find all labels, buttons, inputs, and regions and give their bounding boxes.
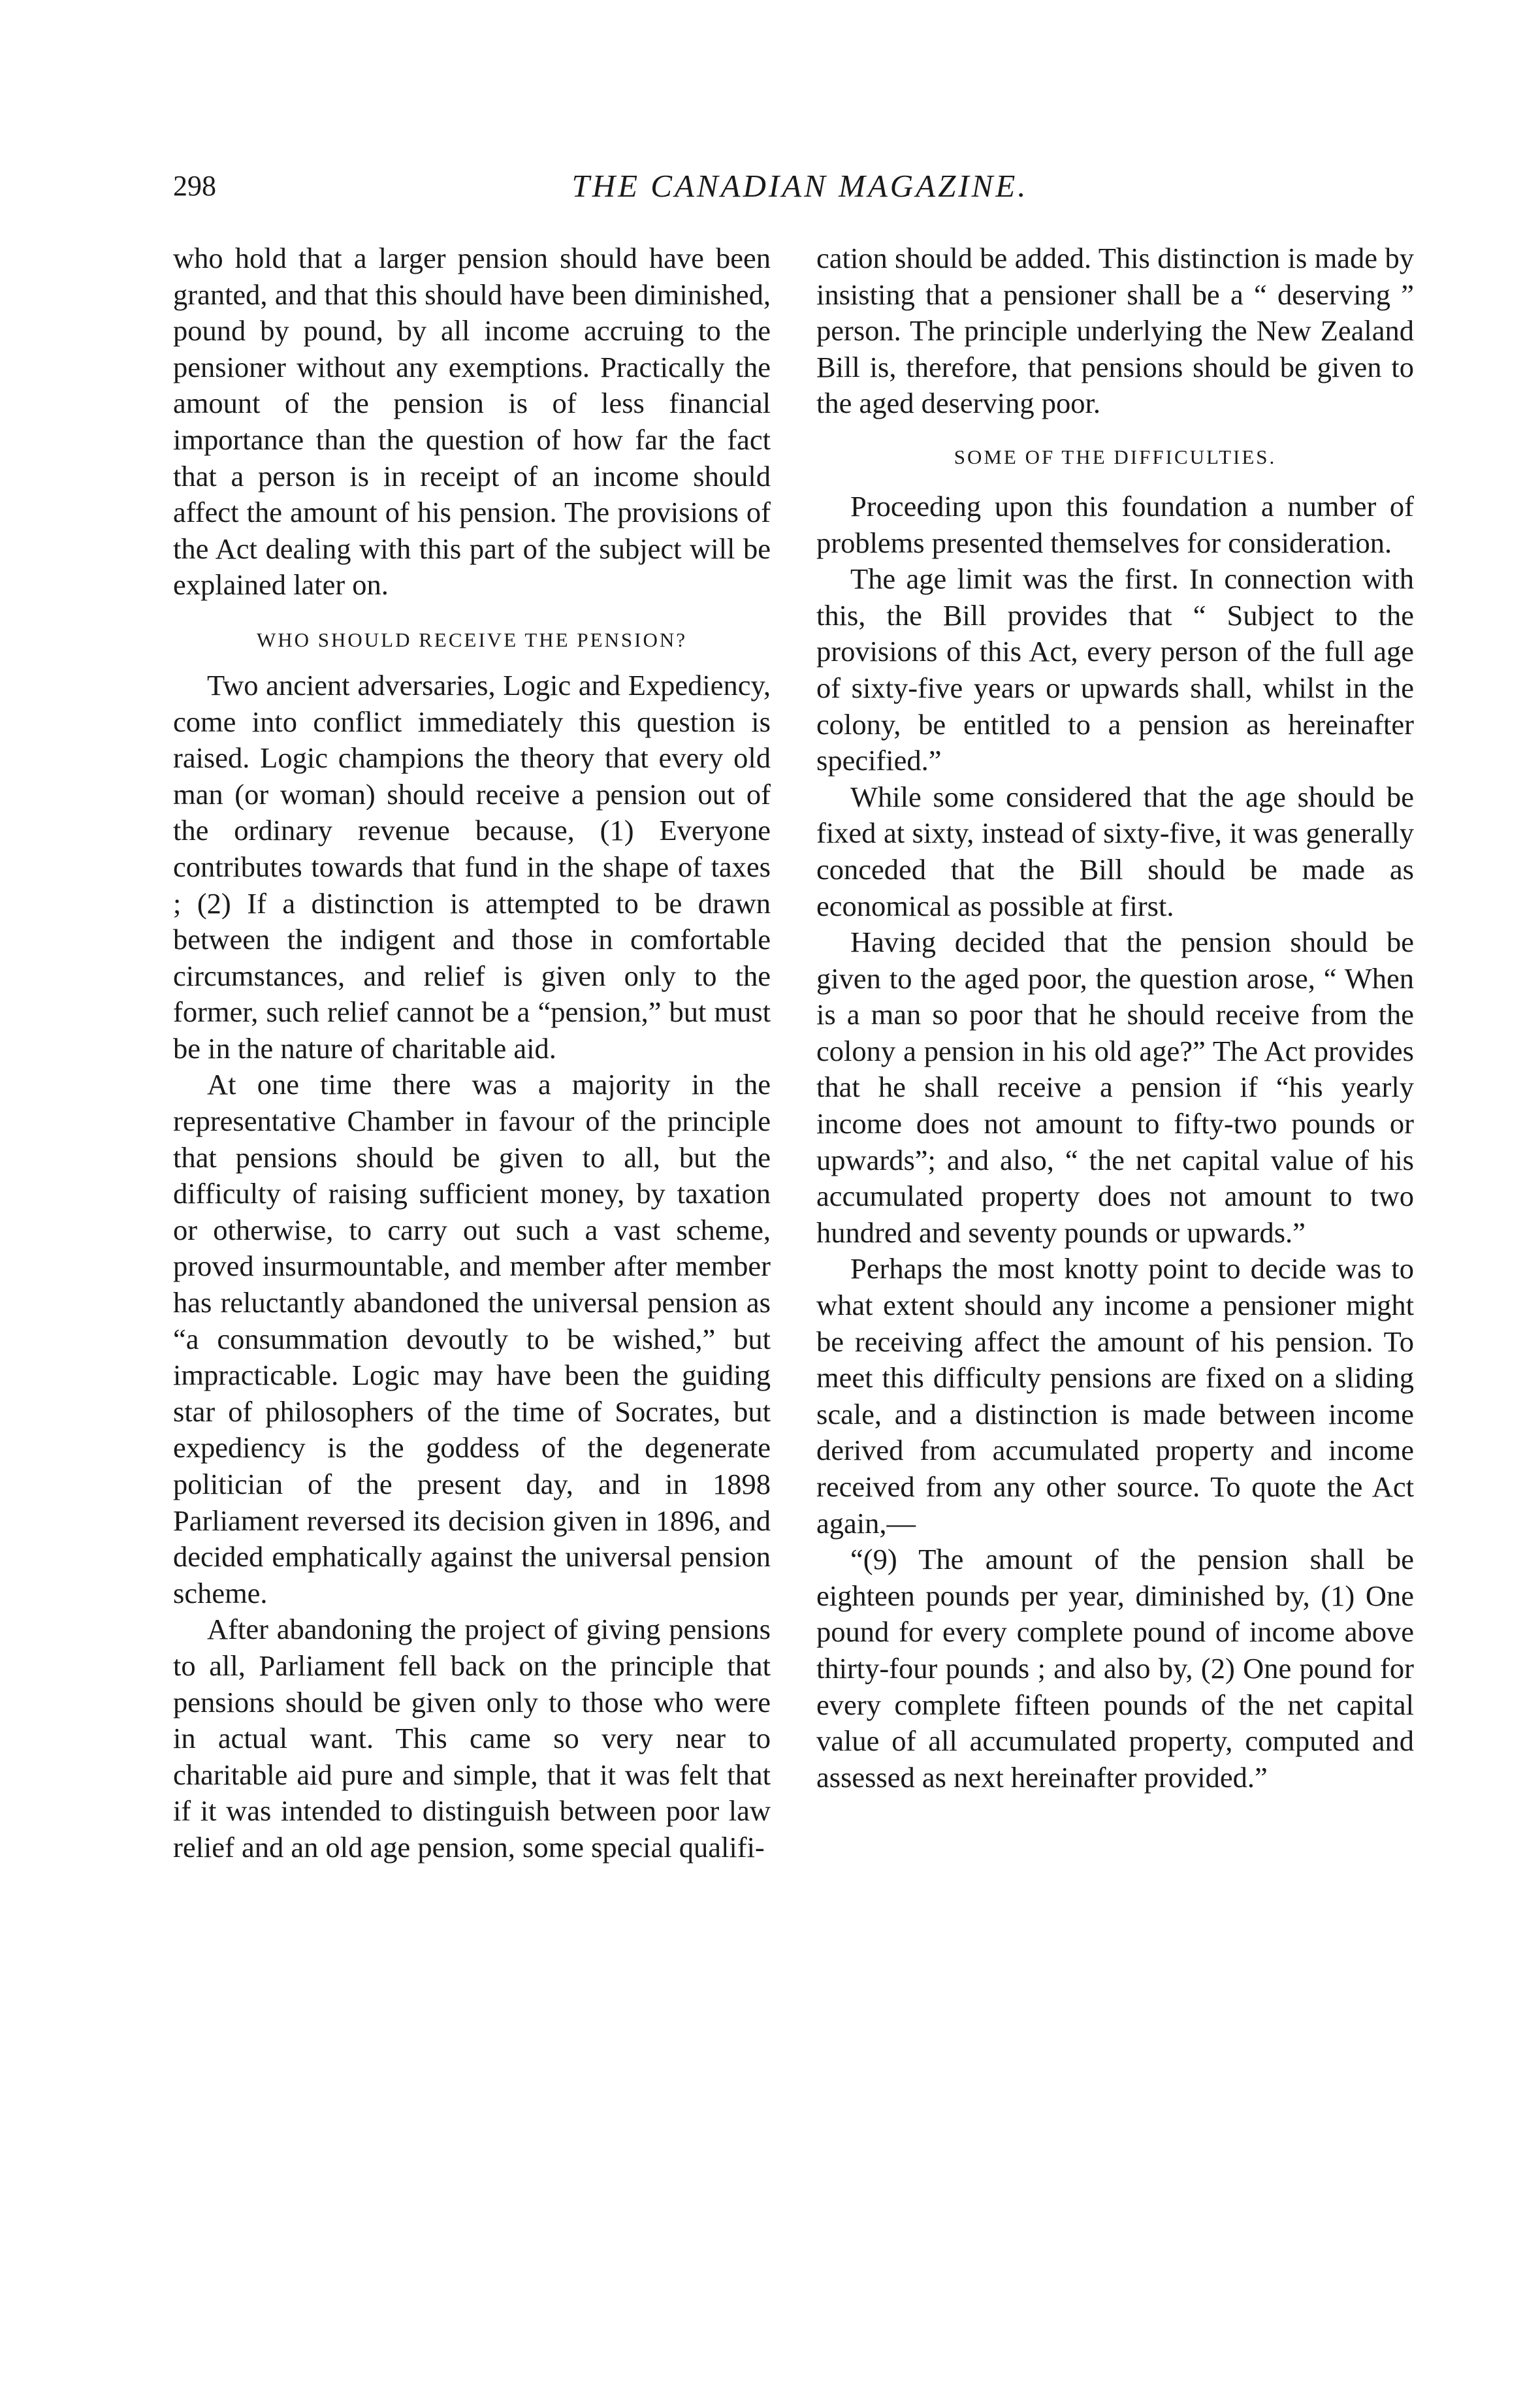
magazine-title: THE CANADIAN MAGAZINE. — [571, 168, 1029, 204]
page-number: 298 — [173, 170, 216, 202]
right-paragraph-1: cation should be added. This distinction is made by insisting that a pensioner shall be a “ deserving ” person. The principle underlying the New Zealand Bill is, therefore, that pensions should be given to the aged deserving poor. — [816, 242, 1414, 420]
left-paragraph-2: Two ancient adversaries, Logic and Expediency, come into conflict immediately this question is raised. Logic champions the theory that every old man (or woman) should receive a pension out of the ordinary revenue because, (1) Everyone contributes towards that fund in the shape of taxes ; (2) If a distinction is attempted to be drawn between the indigent and those in comfortable circumstances, and relief is given only to the former, such relief cannot be a “pension,” but must be in the nature of charitable aid. — [173, 668, 771, 1065]
section-heading-difficulties: SOME OF THE DIFFICULTIES. — [954, 445, 1277, 468]
left-paragraph-3: At one time there was a majority in the representative Chamber in favour of the principle that pensions should be given to all, but the difficulty of raising sufficient money, by taxation or otherwise, to carry out such a vast scheme, proved insurmountable, and member after member has reluctantly abandoned the universal pension as “a consummation devoutly to be wished,” but impracticable. Logic may have been the guiding star of philosophers of the time of Socrates, but expediency is the goddess of the degenerate politician of the present day, and in 1898 Parliament reversed its decision given in 1896, and decided emphatically against the universal pension scheme. — [173, 1068, 771, 1609]
right-paragraph-2: Proceeding upon this foundation a number of problems presented themselves for consideration. — [816, 489, 1414, 559]
right-paragraph-7: “(9) The amount of the pension shall be eighteen pounds per year, diminished by, (1) One pound for every complete pound of income above thirty-four pounds ; and also by, (2) One pound for every complete fifteen pounds of the net capital value of all accumulated property, computed and assessed as next hereinafter provided.” — [816, 1543, 1414, 1794]
left-column — [173, 240, 771, 1866]
left-paragraph-4: After abandoning the project of giving pensions to all, Parliament fell back on the principle that pensions should be given only to those who were in actual want. This came so very near to charitable aid pure and simple, that it was felt that if it was intended to distinguish between poor law relief and an old age pension, some special qualifi- — [173, 1613, 771, 1864]
running-head — [173, 163, 1427, 209]
right-paragraph-4: While some considered that the age should be fixed at sixty, instead of sixty-five, it was generally conceded that the Bill should be made as economical as possible at first. — [816, 780, 1414, 922]
right-paragraph-6: Perhaps the most knotty point to decide was to what extent should any income a pensioner might be receiving affect the amount of his pension. To meet this difficulty pensions are fixed on a sliding scale, and a distinction is made between income derived from accumulated property and income received from any other source. To quote the Act again,— — [816, 1252, 1414, 1540]
right-paragraph-5: Having decided that the pension should be given to the aged poor, the question arose, “ When is a man so poor that he should receive from the colony a pension in his old age?” The Act provides that he shall receive a pension if “his yearly income does not amount to fifty-two pounds or upwards”; and also, “ the net capital value of his accumulated property does not amount to two hundred and seventy pounds or upwards.” — [816, 926, 1414, 1249]
section-heading-who-should-receive: WHO SHOULD RECEIVE THE PENSION? — [257, 628, 687, 651]
left-paragraph-1: who hold that a larger pension should have been granted, and that this should have been diminished, pound by pound, by all income accruing to the pensioner without any exemptions. Practically the amount of the pension is of less financial importance than the question of how far the fact that a person is in receipt of an income should affect the amount of his pension. The provisions of the Act dealing with this part of the subject will be explained later on. — [173, 242, 771, 602]
right-paragraph-3: The age limit was the first. In connection with this, the Bill provides that “ Subject to the provisions of this Act, every person of the full age of sixty-five years or upwards shall, whilst in the colony, be entitled to a pension as hereinafter specified.” — [816, 562, 1414, 777]
right-column — [816, 240, 1414, 1796]
